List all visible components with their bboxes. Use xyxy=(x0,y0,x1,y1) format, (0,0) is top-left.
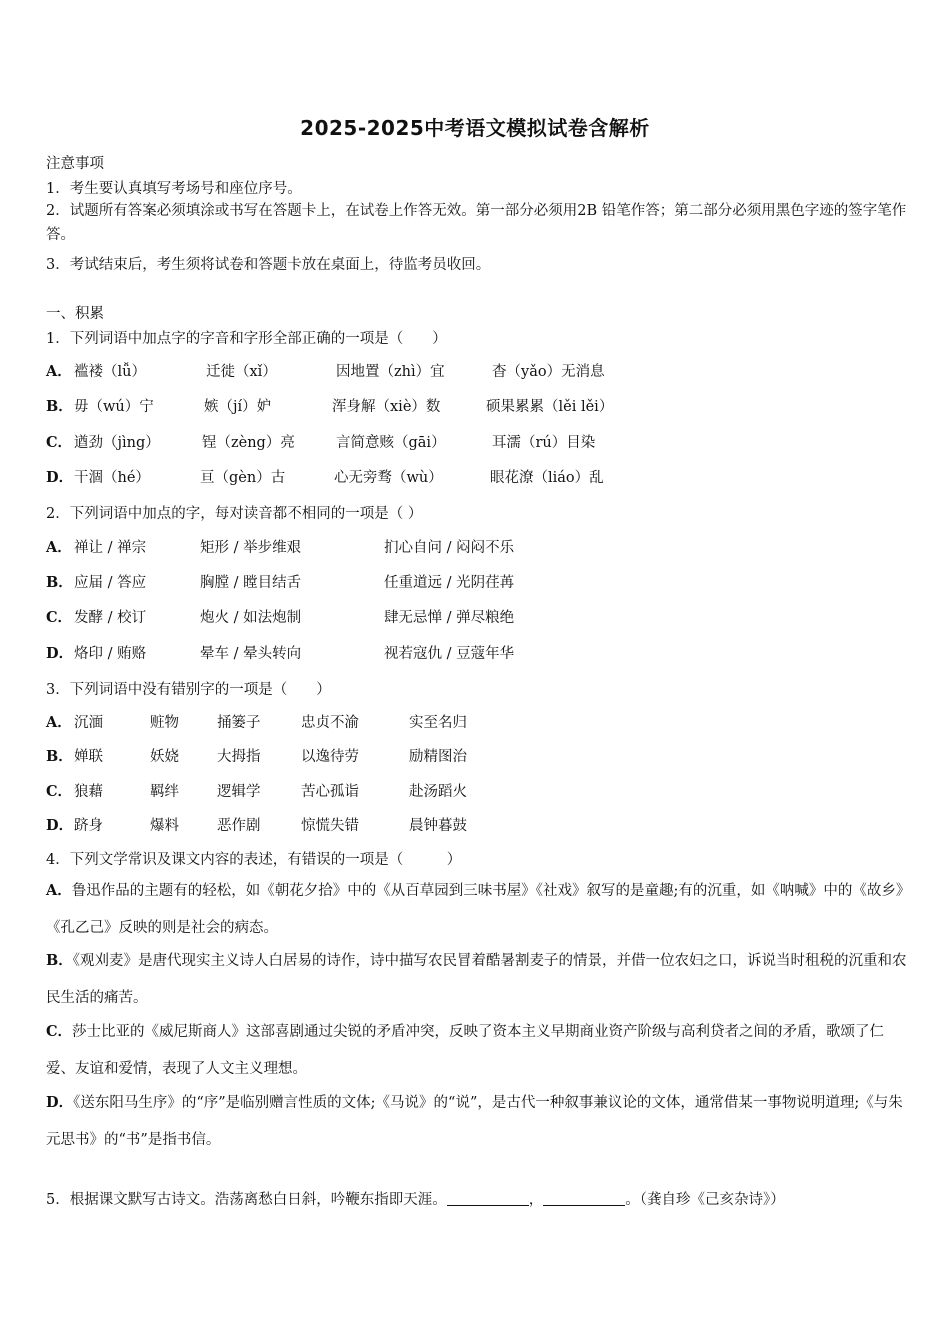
option-cell: 扪心自问 / 闷闷不乐 xyxy=(384,540,515,556)
page-title: 2025-2025中考语文模拟试卷含解析 xyxy=(300,116,650,140)
q4-option-c xyxy=(46,1013,908,1088)
option-cell: 嫉（jí）妒 xyxy=(204,399,272,415)
option-cell: 爆料 xyxy=(150,818,179,834)
option-text: 《观刈麦》是唐代现实主义诗人白居易的诗作，诗中描写农民冒着酷暑割麦子的情景，并借一位农妇之口，诉说当时租税的沉重和农民生活的痛苦。 xyxy=(46,953,907,1006)
q3-option-d xyxy=(46,814,467,835)
option-cell: 干涸（hé） xyxy=(74,470,150,486)
option-label: A． xyxy=(46,539,72,556)
option-text: 鲁迅作品的主题有的轻松，如《朝花夕拾》中的《从百草园到三味书屋》《社戏》叙写的是童趣;有的沉重，如《呐喊》中的《故乡》《孔乙己》反映的则是社会的病态。 xyxy=(46,883,904,936)
option-label: A． xyxy=(46,882,72,899)
notice-item-1: 1．考生要认真填写考场号和座位序号。 xyxy=(46,181,302,197)
option-label: D． xyxy=(46,817,74,834)
option-cell: 实至名归 xyxy=(409,715,467,731)
option-label: D． xyxy=(46,469,74,486)
option-cell: 言简意赅（gāi） xyxy=(336,435,446,451)
option-cell: 励精图治 xyxy=(409,749,467,765)
q1-option-a xyxy=(46,360,605,381)
option-cell: 苦心孤诣 xyxy=(301,784,359,800)
notice-heading: 注意事项 xyxy=(46,156,104,172)
option-cell: 浑身解（xiè）数 xyxy=(332,399,441,415)
q4-option-b xyxy=(46,942,908,1017)
q4-option-d xyxy=(46,1084,908,1159)
option-cell: 跻身 xyxy=(74,818,103,834)
option-cell: 逻辑学 xyxy=(217,784,261,800)
option-cell: 赴汤蹈火 xyxy=(409,784,467,800)
option-cell: 禅让 / 禅宗 xyxy=(74,540,147,556)
option-cell: 硕果累累（lěi lěi） xyxy=(486,399,614,415)
option-cell: 大拇指 xyxy=(217,749,261,765)
q5-source: （龚自珍《己亥杂诗》） xyxy=(639,1192,785,1208)
option-label: D． xyxy=(46,645,74,662)
option-cell: 惊慌失错 xyxy=(301,818,359,834)
option-cell: 褴褛（lǚ） xyxy=(74,364,146,380)
option-cell: 眼花潦（liáo）乱 xyxy=(490,470,604,486)
option-cell: 心无旁骛（wù） xyxy=(334,470,443,486)
option-text: 莎士比亚的《威尼斯商人》这部喜剧通过尖锐的矛盾冲突，反映了资本主义早期商业资产阶级与高利贷者之间的矛盾，歌颂了仁爱、友谊和爱情，表现了人文主义理想。 xyxy=(46,1024,885,1077)
option-cell: 羁绊 xyxy=(150,784,179,800)
q2-option-b xyxy=(46,571,515,592)
q5-separator: ， xyxy=(528,1192,544,1208)
option-cell: 晕车 / 晕头转向 xyxy=(200,646,302,662)
q1-stem: 1．下列词语中加点字的字音和字形全部正确的一项是（ ） xyxy=(46,331,447,347)
option-label: C． xyxy=(46,609,73,626)
option-cell: 视若寇仇 / 豆蔻年华 xyxy=(384,646,515,662)
option-label: A． xyxy=(46,363,72,380)
option-cell: 任重道远 / 光阴荏苒 xyxy=(384,575,515,591)
option-label: B． xyxy=(46,748,73,765)
option-cell: 锃（zèng）亮 xyxy=(202,435,295,451)
q5-prefix: 5．根据课文默写古诗文。浩荡离愁白日斜，吟鞭东指即天涯。 xyxy=(46,1192,447,1208)
option-cell: 狼藉 xyxy=(74,784,103,800)
q5-end: 。 xyxy=(625,1192,640,1208)
option-cell: 胸膛 / 瞠目结舌 xyxy=(200,575,302,591)
option-cell: 烙印 / 贿赂 xyxy=(74,646,147,662)
q4-stem: 4．下列文学常识及课文内容的表述，有错误的一项是（ ） xyxy=(46,852,462,868)
option-label: C． xyxy=(46,783,73,800)
option-label: C． xyxy=(46,434,73,451)
option-cell: 矩形 / 举步维艰 xyxy=(200,540,302,556)
option-label: B． xyxy=(46,574,73,591)
option-label: D． xyxy=(46,1094,74,1111)
q2-option-a xyxy=(46,536,515,557)
option-label: B． xyxy=(46,952,73,969)
option-cell: 忠贞不渝 xyxy=(301,715,359,731)
q3-stem: 3．下列词语中没有错别字的一项是（ ） xyxy=(46,682,331,698)
section-heading: 一、积累 xyxy=(46,306,104,322)
option-cell: 遒劲（jìng） xyxy=(74,435,160,451)
option-cell: 晨钟暮鼓 xyxy=(409,818,467,834)
option-cell: 迁徙（xǐ） xyxy=(206,364,277,380)
option-label: A． xyxy=(46,714,72,731)
option-label: C． xyxy=(46,1023,73,1040)
option-cell: 以逸待劳 xyxy=(301,749,359,765)
q1-option-b xyxy=(46,395,614,416)
q1-option-c xyxy=(46,431,596,452)
option-cell: 因地置（zhì）宜 xyxy=(336,364,445,380)
q3-option-c xyxy=(46,780,467,801)
notice-item-2: 2．试题所有答案必须填涂或书写在答题卡上，在试卷上作答无效。第一部分必须用2B 铅笔作答；第二部分必须用黑色字迹的签字笔作答。 xyxy=(46,203,907,243)
q3-option-a xyxy=(46,711,467,732)
option-cell: 亘（gèn）古 xyxy=(200,470,286,486)
option-cell: 婵联 xyxy=(74,749,103,765)
option-cell: 耳濡（rú）目染 xyxy=(492,435,596,451)
q3-option-b xyxy=(46,745,467,766)
answer-blank-2[interactable] xyxy=(543,1191,625,1206)
q2-stem: 2．下列词语中加点的字，每对读音都不相同的一项是（ ） xyxy=(46,506,423,522)
notice-item-3: 3．考试结束后，考生须将试卷和答题卡放在桌面上，待监考员收回。 xyxy=(46,257,491,273)
option-cell: 杳（yǎo）无消息 xyxy=(492,364,605,380)
option-cell: 赃物 xyxy=(150,715,179,731)
option-cell: 沉湎 xyxy=(74,715,103,731)
q5-line xyxy=(46,1188,785,1209)
option-label: B． xyxy=(46,398,73,415)
option-cell: 应届 / 答应 xyxy=(74,575,147,591)
option-cell: 恶作剧 xyxy=(217,818,261,834)
q4-option-a xyxy=(46,872,908,947)
q2-option-c xyxy=(46,606,515,627)
option-cell: 毋（wú）宁 xyxy=(74,399,154,415)
answer-blank-1[interactable] xyxy=(447,1191,529,1206)
q1-option-d xyxy=(46,466,604,487)
option-cell: 发酵 / 校订 xyxy=(74,610,147,626)
option-text: 《送东阳马生序》的“序”是临别赠言性质的文体;《马说》的“说”，是古代一种叙事兼议论的文体，通常借某一事物说明道理;《与朱元思书》的“书”是指书信。 xyxy=(46,1095,903,1148)
option-cell: 肆无忌惮 / 弹尽粮绝 xyxy=(384,610,515,626)
option-cell: 捅篓子 xyxy=(217,715,261,731)
option-cell: 炮火 / 如法炮制 xyxy=(200,610,302,626)
q2-option-d xyxy=(46,642,515,663)
option-cell: 妖娆 xyxy=(150,749,179,765)
